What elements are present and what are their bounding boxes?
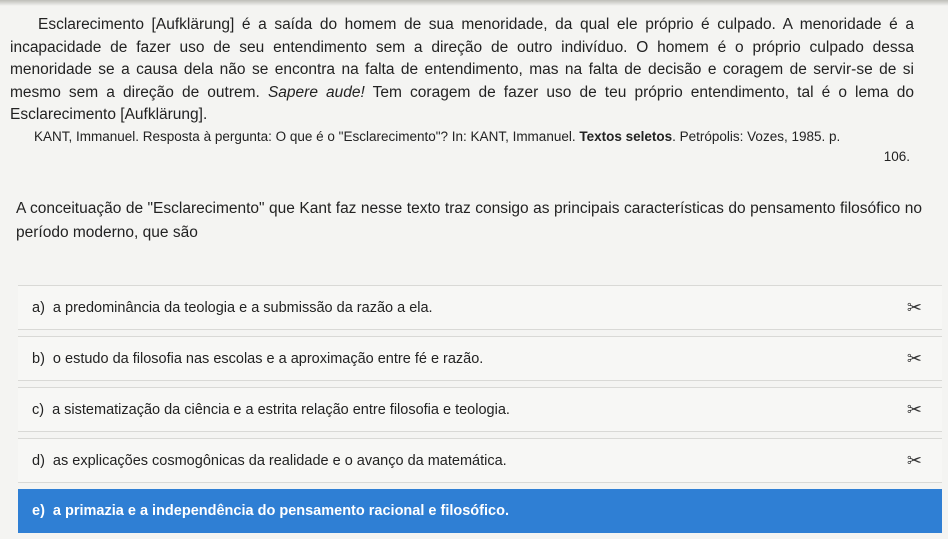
option-letter: b) [32,350,45,367]
citation-suffix: . Petrópolis: Vozes, 1985. p. [672,129,841,144]
scissors-icon[interactable]: ✂ [906,399,922,419]
option-text: a sistematização da ciência e a estrita relação entre filosofia e teologia. [52,401,510,418]
passage-part-1: Esclarecimento [Aufklärung] é a saída do homem de sua menoridade, da qual ele próprio é culpado. A menoridade é a incapacidade de fazer uso de seu entendimento sem a direção de outro indivíduo. O homem é o próprio culpado dessa menoridade se a causa dela não se encontra na falta de entendimento, mas na falta de decisão e coragem de servir-se de si mesmo sem a direção de outrem. [10,16,914,101]
option-e-selected[interactable] [18,489,942,533]
text-passage [10,14,914,127]
scissors-icon[interactable]: ✂ [906,348,922,368]
citation-page: 106. [883,149,910,164]
option-text: a predominância da teologia e a submissão da razão a ela. [52,299,433,316]
citation-prefix: KANT, Immanuel. Resposta à pergunta: O que é o "Esclarecimento"? In: KANT, Immanuel. [34,129,580,144]
citation [34,127,916,167]
option-text: a primazia e a independência do pensamento racional e filosófico. [52,503,509,519]
option-text: as explicações cosmogônicas da realidade e o avanço da matemática. [52,452,507,469]
option-c[interactable] [18,387,942,432]
option-a[interactable] [18,285,942,330]
option-letter: e) [32,503,45,519]
scissors-icon[interactable]: ✂ [906,450,922,470]
passage-latin-phrase: Sapere aude! [267,83,365,101]
option-letter: a) [32,299,45,316]
option-letter: d) [32,452,45,469]
option-letter: c) [32,401,45,418]
passage-part-2: Tem coragem de fazer uso de teu próprio entendimento, tal é o lema do Esclarecimento [Aufklärung]. [10,83,914,123]
cropped-top-edge [0,0,948,6]
option-text: o estudo da filosofia nas escolas e a aproximação entre fé e razão. [52,350,484,367]
answer-options [18,285,942,539]
question-stem: A conceituação de "Esclarecimento" que Kant faz nesse texto traz consigo as principais características do pensamento filosófico no período moderno, que são [16,200,922,241]
citation-book-title: Textos seletos [579,129,673,144]
scissors-icon[interactable]: ✂ [906,297,922,317]
option-b[interactable] [18,336,942,381]
option-d[interactable] [18,438,942,483]
